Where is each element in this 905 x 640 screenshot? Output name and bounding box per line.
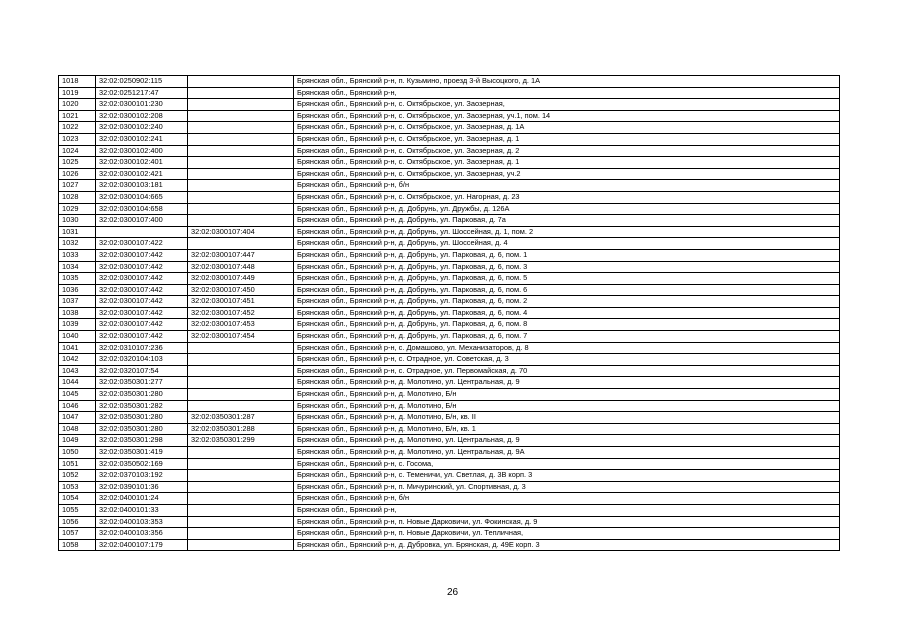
address-cell: Брянская обл., Брянский р-н, с. Теменичи, ул. Светлая, д. 3В корп. 3 [294, 470, 840, 482]
cadastral-number-cell: 32:02:0300107:442 [96, 307, 188, 319]
row-number-cell: 1053 [59, 481, 96, 493]
row-number-cell: 1041 [59, 342, 96, 354]
property-registry-table [58, 75, 840, 551]
related-cadastral-number-cell: 32:02:0350301:287 [188, 412, 294, 424]
address-cell: Брянская обл., Брянский р-н, с. Октябрьское, ул. Заозерная, уч.2 [294, 168, 840, 180]
cadastral-number-cell: 32:02:0390101:36 [96, 481, 188, 493]
table-row [59, 435, 840, 447]
address-cell: Брянская обл., Брянский р-н, д. Добрунь, ул. Парковая, д. 6, пом. 1 [294, 249, 840, 261]
cadastral-number-cell: 32:02:0400101:33 [96, 504, 188, 516]
address-cell: Брянская обл., Брянский р-н, [294, 87, 840, 99]
row-number-cell: 1043 [59, 365, 96, 377]
cadastral-number-cell: 32:02:0300107:400 [96, 215, 188, 227]
related-cadastral-number-cell [188, 528, 294, 540]
address-cell: Брянская обл., Брянский р-н, с. Октябрьское, ул. Заозерная, д. 1А [294, 122, 840, 134]
address-cell: Брянская обл., Брянский р-н, с. Октябрьское, ул. Заозерная, [294, 99, 840, 111]
cadastral-number-cell: 32:02:0300102:241 [96, 133, 188, 145]
cadastral-number-cell: 32:02:0300102:421 [96, 168, 188, 180]
related-cadastral-number-cell [188, 400, 294, 412]
row-number-cell: 1022 [59, 122, 96, 134]
cadastral-number-cell: 32:02:0250902:115 [96, 76, 188, 88]
cadastral-number-cell: 32:02:0300102:208 [96, 110, 188, 122]
registry-table-body [59, 76, 840, 551]
row-number-cell: 1029 [59, 203, 96, 215]
address-cell: Брянская обл., Брянский р-н, д. Молотино, Б/н, кв. II [294, 412, 840, 424]
related-cadastral-number-cell: 32:02:0350301:299 [188, 435, 294, 447]
cadastral-number-cell: 32:02:0300103:181 [96, 180, 188, 192]
row-number-cell: 1049 [59, 435, 96, 447]
table-row [59, 365, 840, 377]
row-number-cell: 1023 [59, 133, 96, 145]
table-row [59, 412, 840, 424]
table-row [59, 481, 840, 493]
related-cadastral-number-cell [188, 377, 294, 389]
table-row [59, 168, 840, 180]
row-number-cell: 1054 [59, 493, 96, 505]
address-cell: Брянская обл., Брянский р-н, д. Добрунь, ул. Парковая, д. 7а [294, 215, 840, 227]
table-row [59, 215, 840, 227]
row-number-cell: 1018 [59, 76, 96, 88]
related-cadastral-number-cell: 32:02:0350301:288 [188, 423, 294, 435]
row-number-cell: 1019 [59, 87, 96, 99]
related-cadastral-number-cell: 32:02:0300107:451 [188, 296, 294, 308]
cadastral-number-cell: 32:02:0251217:47 [96, 87, 188, 99]
address-cell: Брянская обл., Брянский р-н, с. Октябрьское, ул. Нагорная, д. 23 [294, 191, 840, 203]
address-cell: Брянская обл., Брянский р-н, д. Добрунь, ул. Парковая, д. 6, пом. 4 [294, 307, 840, 319]
row-number-cell: 1028 [59, 191, 96, 203]
row-number-cell: 1036 [59, 284, 96, 296]
related-cadastral-number-cell: 32:02:0300107:452 [188, 307, 294, 319]
cadastral-number-cell: 32:02:0320107:54 [96, 365, 188, 377]
row-number-cell: 1056 [59, 516, 96, 528]
row-number-cell: 1033 [59, 249, 96, 261]
related-cadastral-number-cell [188, 133, 294, 145]
table-row [59, 76, 840, 88]
row-number-cell: 1026 [59, 168, 96, 180]
address-cell: Брянская обл., Брянский р-н, д. Добрунь, ул. Шоссейная, д. 1, пом. 2 [294, 226, 840, 238]
related-cadastral-number-cell: 32:02:0300107:454 [188, 331, 294, 343]
address-cell: Брянская обл., Брянский р-н, с. Домашово, ул. Механизаторов, д. 8 [294, 342, 840, 354]
related-cadastral-number-cell [188, 447, 294, 459]
cadastral-number-cell: 32:02:0300107:442 [96, 261, 188, 273]
row-number-cell: 1025 [59, 157, 96, 169]
address-cell: Брянская обл., Брянский р-н, п. Мичуринский, ул. Спортивная, д. 3 [294, 481, 840, 493]
cadastral-number-cell: 32:02:0400107:179 [96, 539, 188, 551]
table-row [59, 87, 840, 99]
row-number-cell: 1035 [59, 273, 96, 285]
related-cadastral-number-cell: 32:02:0300107:448 [188, 261, 294, 273]
address-cell: Брянская обл., Брянский р-н, д. Молотино, Б/н, кв. 1 [294, 423, 840, 435]
row-number-cell: 1048 [59, 423, 96, 435]
table-row [59, 180, 840, 192]
related-cadastral-number-cell [188, 365, 294, 377]
table-row [59, 122, 840, 134]
related-cadastral-number-cell [188, 203, 294, 215]
cadastral-number-cell: 32:02:0350502:169 [96, 458, 188, 470]
address-cell: Брянская обл., Брянский р-н, д. Добрунь, ул. Парковая, д. 6, пом. 2 [294, 296, 840, 308]
row-number-cell: 1052 [59, 470, 96, 482]
address-cell: Брянская обл., Брянский р-н, д. Добрунь, ул. Парковая, д. 6, пом. 7 [294, 331, 840, 343]
row-number-cell: 1050 [59, 447, 96, 459]
related-cadastral-number-cell [188, 342, 294, 354]
related-cadastral-number-cell [188, 87, 294, 99]
cadastral-number-cell: 32:02:0300107:442 [96, 331, 188, 343]
table-row [59, 261, 840, 273]
address-cell: Брянская обл., Брянский р-н, с. Госома, [294, 458, 840, 470]
related-cadastral-number-cell [188, 238, 294, 250]
table-row [59, 504, 840, 516]
cadastral-number-cell: 32:02:0350301:298 [96, 435, 188, 447]
cadastral-number-cell: 32:02:0400103:356 [96, 528, 188, 540]
table-row [59, 296, 840, 308]
cadastral-number-cell: 32:02:0300102:240 [96, 122, 188, 134]
address-cell: Брянская обл., Брянский р-н, с. Отрадное, ул. Советская, д. 3 [294, 354, 840, 366]
table-row [59, 389, 840, 401]
table-row [59, 99, 840, 111]
address-cell: Брянская обл., Брянский р-н, б/н [294, 493, 840, 505]
cadastral-number-cell: 32:02:0350301:280 [96, 423, 188, 435]
address-cell: Брянская обл., Брянский р-н, д. Молотино, ул. Центральная, д. 9 [294, 435, 840, 447]
cadastral-number-cell: 32:02:0350301:282 [96, 400, 188, 412]
cadastral-number-cell [96, 226, 188, 238]
table-row [59, 423, 840, 435]
address-cell: Брянская обл., Брянский р-н, д. Молотино, ул. Центральная, д. 9А [294, 447, 840, 459]
row-number-cell: 1044 [59, 377, 96, 389]
table-row [59, 203, 840, 215]
address-cell: Брянская обл., Брянский р-н, б/н [294, 180, 840, 192]
cadastral-number-cell: 32:02:0300107:442 [96, 249, 188, 261]
row-number-cell: 1030 [59, 215, 96, 227]
table-row [59, 145, 840, 157]
related-cadastral-number-cell [188, 458, 294, 470]
address-cell: Брянская обл., Брянский р-н, п. Новые Дарковичи, ул. Фокинская, д. 9 [294, 516, 840, 528]
cadastral-number-cell: 32:02:0300107:442 [96, 296, 188, 308]
cadastral-number-cell: 32:02:0300102:401 [96, 157, 188, 169]
cadastral-number-cell: 32:02:0400103:353 [96, 516, 188, 528]
cadastral-number-cell: 32:02:0350301:280 [96, 412, 188, 424]
row-number-cell: 1037 [59, 296, 96, 308]
cadastral-number-cell: 32:02:0300107:442 [96, 284, 188, 296]
cadastral-number-cell: 32:02:0300107:422 [96, 238, 188, 250]
cadastral-number-cell: 32:02:0400101:24 [96, 493, 188, 505]
row-number-cell: 1055 [59, 504, 96, 516]
row-number-cell: 1046 [59, 400, 96, 412]
cadastral-number-cell: 32:02:0300107:442 [96, 273, 188, 285]
cadastral-number-cell: 32:02:0300104:665 [96, 191, 188, 203]
table-row [59, 539, 840, 551]
cadastral-number-cell: 32:02:0300104:658 [96, 203, 188, 215]
table-row [59, 458, 840, 470]
related-cadastral-number-cell [188, 145, 294, 157]
cadastral-number-cell: 32:02:0350301:280 [96, 389, 188, 401]
address-cell: Брянская обл., Брянский р-н, д. Молотино, Б/н [294, 400, 840, 412]
address-cell: Брянская обл., Брянский р-н, с. Октябрьское, ул. Заозерная, д. 1 [294, 157, 840, 169]
address-cell: Брянская обл., Брянский р-н, д. Добрунь, ул. Парковая, д. 6, пом. 8 [294, 319, 840, 331]
related-cadastral-number-cell [188, 354, 294, 366]
table-row [59, 249, 840, 261]
row-number-cell: 1024 [59, 145, 96, 157]
address-cell: Брянская обл., Брянский р-н, д. Добрунь, ул. Парковая, д. 6, пом. 5 [294, 273, 840, 285]
related-cadastral-number-cell [188, 110, 294, 122]
table-row [59, 342, 840, 354]
table-row [59, 307, 840, 319]
related-cadastral-number-cell [188, 493, 294, 505]
address-cell: Брянская обл., Брянский р-н, д. Добрунь, ул. Парковая, д. 6, пом. 6 [294, 284, 840, 296]
address-cell: Брянская обл., Брянский р-н, д. Молотино, ул. Центральная, д. 9 [294, 377, 840, 389]
address-cell: Брянская обл., Брянский р-н, д. Добрунь, ул. Дружбы, д. 126А [294, 203, 840, 215]
table-row [59, 191, 840, 203]
cadastral-number-cell: 32:02:0310107:236 [96, 342, 188, 354]
row-number-cell: 1045 [59, 389, 96, 401]
row-number-cell: 1058 [59, 539, 96, 551]
related-cadastral-number-cell [188, 191, 294, 203]
cadastral-number-cell: 32:02:0350301:277 [96, 377, 188, 389]
address-cell: Брянская обл., Брянский р-н, д. Добрунь, ул. Парковая, д. 6, пом. 3 [294, 261, 840, 273]
cadastral-number-cell: 32:02:0300101:230 [96, 99, 188, 111]
table-row [59, 447, 840, 459]
related-cadastral-number-cell [188, 504, 294, 516]
related-cadastral-number-cell [188, 180, 294, 192]
row-number-cell: 1021 [59, 110, 96, 122]
row-number-cell: 1051 [59, 458, 96, 470]
address-cell: Брянская обл., Брянский р-н, д. Добрунь, ул. Шоссейная, д. 4 [294, 238, 840, 250]
table-row [59, 470, 840, 482]
table-row [59, 238, 840, 250]
address-cell: Брянская обл., Брянский р-н, д. Молотино, Б/н [294, 389, 840, 401]
row-number-cell: 1042 [59, 354, 96, 366]
row-number-cell: 1057 [59, 528, 96, 540]
table-row [59, 400, 840, 412]
related-cadastral-number-cell [188, 215, 294, 227]
address-cell: Брянская обл., Брянский р-н, п. Новые Дарковичи, ул. Тепличная, [294, 528, 840, 540]
address-cell: Брянская обл., Брянский р-н, с. Отрадное, ул. Первомайская, д. 70 [294, 365, 840, 377]
page-number: 26 [446, 587, 459, 598]
address-cell: Брянская обл., Брянский р-н, [294, 504, 840, 516]
row-number-cell: 1040 [59, 331, 96, 343]
table-row [59, 331, 840, 343]
related-cadastral-number-cell: 32:02:0300107:447 [188, 249, 294, 261]
related-cadastral-number-cell [188, 168, 294, 180]
table-row [59, 377, 840, 389]
related-cadastral-number-cell [188, 516, 294, 528]
related-cadastral-number-cell [188, 157, 294, 169]
related-cadastral-number-cell: 32:02:0300107:404 [188, 226, 294, 238]
cadastral-number-cell: 32:02:0300107:442 [96, 319, 188, 331]
row-number-cell: 1038 [59, 307, 96, 319]
table-row [59, 273, 840, 285]
related-cadastral-number-cell [188, 76, 294, 88]
cadastral-number-cell: 32:02:0300102:400 [96, 145, 188, 157]
related-cadastral-number-cell: 32:02:0300107:450 [188, 284, 294, 296]
table-row [59, 133, 840, 145]
related-cadastral-number-cell [188, 470, 294, 482]
row-number-cell: 1034 [59, 261, 96, 273]
table-row [59, 516, 840, 528]
related-cadastral-number-cell [188, 481, 294, 493]
table-row [59, 354, 840, 366]
related-cadastral-number-cell [188, 389, 294, 401]
table-row [59, 319, 840, 331]
row-number-cell: 1047 [59, 412, 96, 424]
table-row [59, 284, 840, 296]
table-row [59, 528, 840, 540]
cadastral-number-cell: 32:02:0320104:103 [96, 354, 188, 366]
cadastral-number-cell: 32:02:0370103:192 [96, 470, 188, 482]
related-cadastral-number-cell [188, 122, 294, 134]
related-cadastral-number-cell [188, 99, 294, 111]
table-row [59, 157, 840, 169]
cadastral-number-cell: 32:02:0350301:419 [96, 447, 188, 459]
address-cell: Брянская обл., Брянский р-н, д. Дубровка, ул. Брянская, д. 49Е корп. 3 [294, 539, 840, 551]
row-number-cell: 1032 [59, 238, 96, 250]
row-number-cell: 1020 [59, 99, 96, 111]
related-cadastral-number-cell: 32:02:0300107:449 [188, 273, 294, 285]
related-cadastral-number-cell: 32:02:0300107:453 [188, 319, 294, 331]
related-cadastral-number-cell [188, 539, 294, 551]
table-row [59, 493, 840, 505]
table-row [59, 226, 840, 238]
address-cell: Брянская обл., Брянский р-н, п. Кузьмино, проезд 3-й Высоцкого, д. 1А [294, 76, 840, 88]
table-row [59, 110, 840, 122]
row-number-cell: 1027 [59, 180, 96, 192]
address-cell: Брянская обл., Брянский р-н, с. Октябрьское, ул. Заозерная, уч.1, пом. 14 [294, 110, 840, 122]
address-cell: Брянская обл., Брянский р-н, с. Октябрьское, ул. Заозерная, д. 2 [294, 145, 840, 157]
address-cell: Брянская обл., Брянский р-н, с. Октябрьское, ул. Заозерная, д. 1 [294, 133, 840, 145]
row-number-cell: 1039 [59, 319, 96, 331]
row-number-cell: 1031 [59, 226, 96, 238]
